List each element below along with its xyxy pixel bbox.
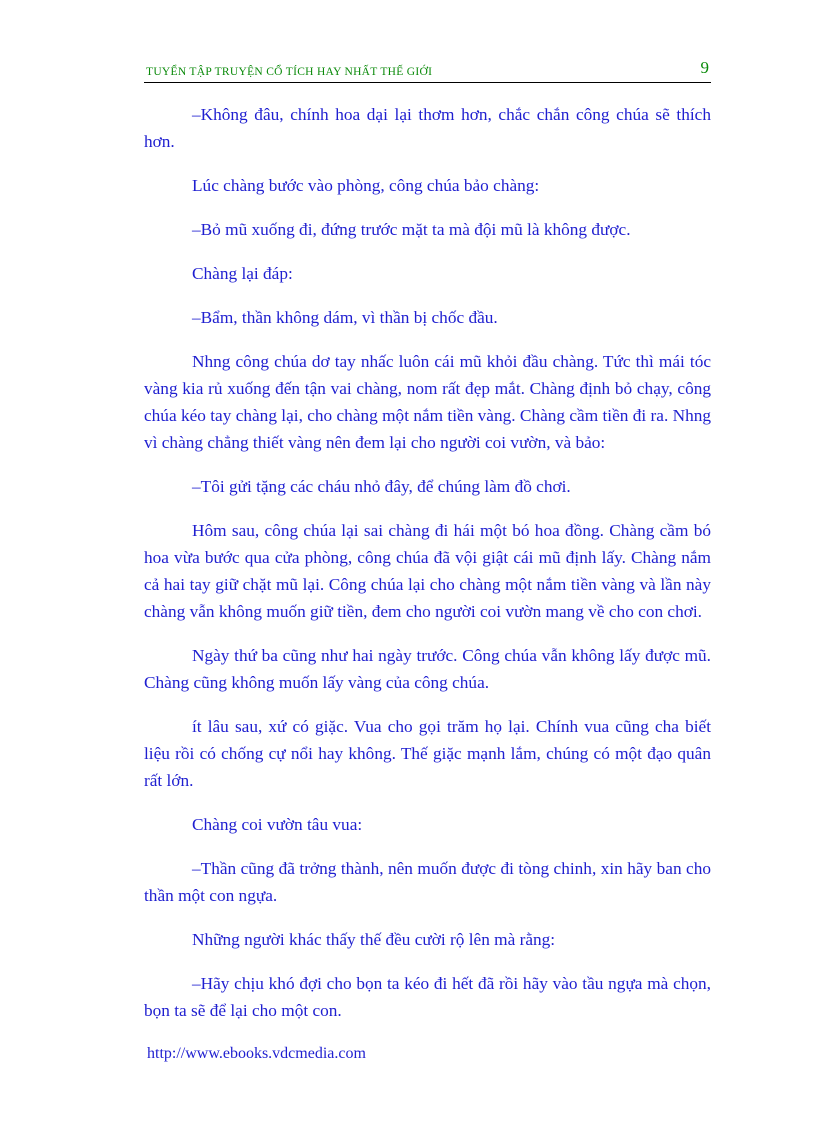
paragraph: –Không đâu, chính hoa dại lại thơm hơn, chắc chắn công chúa sẽ thích hơn. — [144, 105, 711, 151]
page-body — [144, 101, 711, 1041]
paragraph: Nhng công chúa dơ tay nhấc luôn cái mũ khỏi đầu chàng. Tức thì mái tóc vàng kia rủ xuống đến tận vai chàng, nom rất đẹp mắt. Chàng định bỏ chạy, công chúa kéo tay chàng lại, cho chàng một nắm tiền vàng. Chàng cầm tiền đi ra. Nhng vì chàng chẳng thiết vàng nên đem lại cho người coi vườn, và bảo: — [144, 352, 711, 452]
footer-url[interactable]: http://www.ebooks.vdcmedia.com — [147, 1045, 366, 1062]
paragraph: –Thần cũng đã trởng thành, nên muốn được đi tòng chinh, xin hãy ban cho thần một con ngựa. — [144, 859, 711, 905]
page-header — [144, 60, 711, 83]
paragraph: –Bỏ mũ xuống đi, đứng trước mặt ta mà đội mũ là không được. — [192, 220, 631, 239]
paragraph: –Bẩm, thần không dám, vì thần bị chốc đầu. — [192, 308, 498, 327]
paragraph: Lúc chàng bước vào phòng, công chúa bảo chàng: — [192, 176, 540, 195]
paragraph: –Hãy chịu khó đợi cho bọn ta kéo đi hết đã rồi hãy vào tầu ngựa mà chọn, bọn ta sẽ để lại cho một con. — [144, 974, 711, 1020]
paragraph: ít lâu sau, xứ có giặc. Vua cho gọi trăm họ lại. Chính vua cũng cha biết liệu rồi có chống cự nổi hay không. Thế giặc mạnh lắm, chúng có một đạo quân rất lớn. — [144, 717, 711, 790]
paragraph: Ngày thứ ba cũng như hai ngày trước. Công chúa vẫn không lấy được mũ. Chàng cũng không muốn lấy vàng của công chúa. — [144, 646, 711, 692]
paragraph: Chàng lại đáp: — [192, 264, 293, 283]
book-title: TUYỂN TẬP TRUYỆN CỔ TÍCH HAY NHẤT THẾ GIỚI — [146, 66, 433, 78]
paragraph: Những người khác thấy thế đều cười rộ lên mà rằng: — [192, 930, 556, 949]
paragraph: –Tôi gửi tặng các cháu nhỏ đây, để chúng làm đồ chơi. — [192, 477, 571, 496]
paragraph: Chàng coi vườn tâu vua: — [192, 815, 363, 834]
page-number: 9 — [700, 58, 709, 77]
paragraph: Hôm sau, công chúa lại sai chàng đi hái một bó hoa đồng. Chàng cầm bó hoa vừa bước qua cửa phòng, công chúa đã vội giật cái mũ định lấy. Chàng nắm cả hai tay giữ chặt mũ lại. Công chúa lại cho chàng một nắm tiền vàng và lần này chàng vẫn không muốn giữ tiền, đem cho người coi vườn mang về cho con chơi. — [144, 521, 711, 621]
